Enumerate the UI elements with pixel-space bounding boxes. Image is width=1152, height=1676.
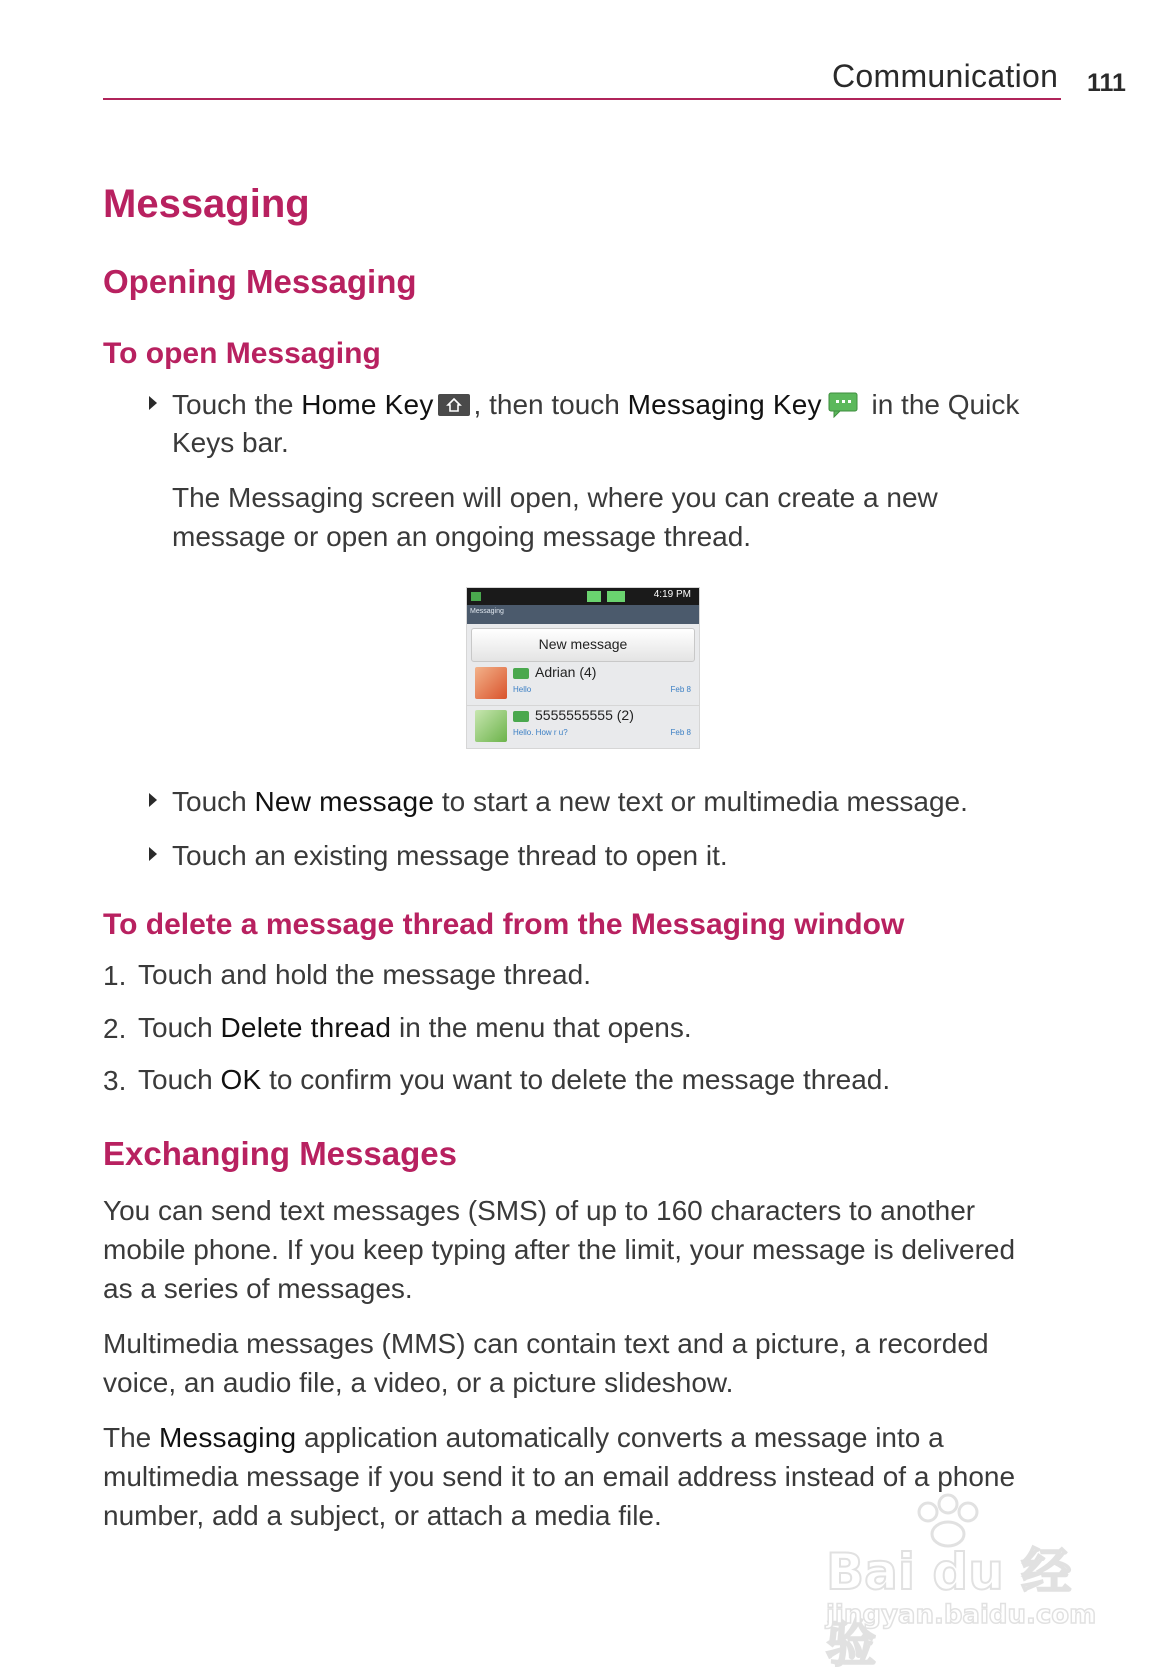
section-heading-exchanging: Exchanging Messages xyxy=(103,1135,457,1172)
step-2: Touch Delete thread in the menu that opens. xyxy=(138,1012,692,1043)
bullet-open-line2: Keys bar. xyxy=(172,427,289,458)
messaging-screenshot xyxy=(466,587,700,749)
thread-name: Adrian (4) xyxy=(535,664,597,680)
thread-date: Feb 8 xyxy=(670,728,691,737)
result-line-1: The Messaging screen will open, where you can create a new xyxy=(172,482,938,513)
sms-paragraph-line: mobile phone. If you keep typing after the limit, your message is delivered xyxy=(103,1234,1016,1265)
thread-row[interactable] xyxy=(467,706,699,749)
step-3: Touch OK to confirm you want to delete the message thread. xyxy=(138,1064,891,1095)
step-number: 1. xyxy=(103,960,127,991)
step-1: Touch and hold the message thread. xyxy=(138,959,591,990)
step-number: 2. xyxy=(103,1013,127,1044)
step-number: 3. xyxy=(103,1065,127,1096)
thread-name: 5555555555 (2) xyxy=(535,707,634,723)
messaging-key-icon xyxy=(828,389,858,415)
convert-paragraph-line: The Messaging application automatically converts a message into a xyxy=(103,1422,944,1453)
bullet-arrow-icon xyxy=(149,793,157,807)
bullet-arrow-icon xyxy=(149,396,157,410)
bullet-arrow-icon xyxy=(149,847,157,861)
convert-paragraph-line: number, add a subject, or attach a media file. xyxy=(103,1500,662,1531)
bullet-existing-thread: Touch an existing message thread to open it. xyxy=(172,840,728,871)
mms-paragraph-line: voice, an audio file, a video, or a picture slideshow. xyxy=(103,1367,734,1398)
subheading-delete-thread: To delete a message thread from the Messaging window xyxy=(103,908,905,941)
thread-snippet: Hello xyxy=(513,685,532,694)
sms-paragraph-line: You can send text messages (SMS) of up to 160 characters to another xyxy=(103,1195,976,1226)
bullet-open-line1: Touch the Home Key , then touch Messaging Key in the Quick xyxy=(172,389,1020,420)
signal-icon xyxy=(587,591,601,602)
result-line-2: message or open an ongoing message thread. xyxy=(172,521,752,552)
section-heading-opening: Opening Messaging xyxy=(103,263,417,300)
message-bubble-icon xyxy=(513,668,529,679)
watermark-url: jingyan.baidu.com xyxy=(826,1600,1097,1630)
page-title: Messaging xyxy=(103,182,310,226)
watermark-brand: Bai du 经验 xyxy=(826,1543,1072,1673)
avatar xyxy=(475,710,507,742)
thread-snippet: Hello. How r u? xyxy=(513,728,568,737)
thread-row[interactable] xyxy=(467,663,699,706)
header-rule xyxy=(103,98,1061,100)
avatar xyxy=(475,667,507,699)
app-title-bar xyxy=(467,605,699,624)
notification-icon xyxy=(471,592,481,601)
sms-paragraph-line: as a series of messages. xyxy=(103,1273,413,1304)
subheading-to-open: To open Messaging xyxy=(103,337,381,370)
status-bar xyxy=(467,588,699,605)
thread-date: Feb 8 xyxy=(670,685,691,694)
convert-paragraph-line: multimedia message if you send it to an email address instead of a phone xyxy=(103,1461,1016,1492)
bullet-new-message: Touch New message to start a new text or multimedia message. xyxy=(172,786,968,817)
message-bubble-icon xyxy=(513,711,529,722)
page-number: 111 xyxy=(1087,69,1126,97)
running-header-section: Communication xyxy=(832,58,1059,94)
home-key-icon xyxy=(438,394,470,416)
messaging-key-label: Messaging Key xyxy=(627,389,822,420)
battery-icon xyxy=(607,591,625,602)
baidu-watermark xyxy=(826,1490,1097,1673)
new-message-button[interactable]: New message xyxy=(471,628,695,662)
mms-paragraph-line: Multimedia messages (MMS) can contain text and a picture, a recorded xyxy=(103,1328,989,1359)
app-title: Messaging xyxy=(470,608,504,615)
home-key-label: Home Key xyxy=(301,389,434,420)
status-time: 4:19 PM xyxy=(653,589,691,600)
